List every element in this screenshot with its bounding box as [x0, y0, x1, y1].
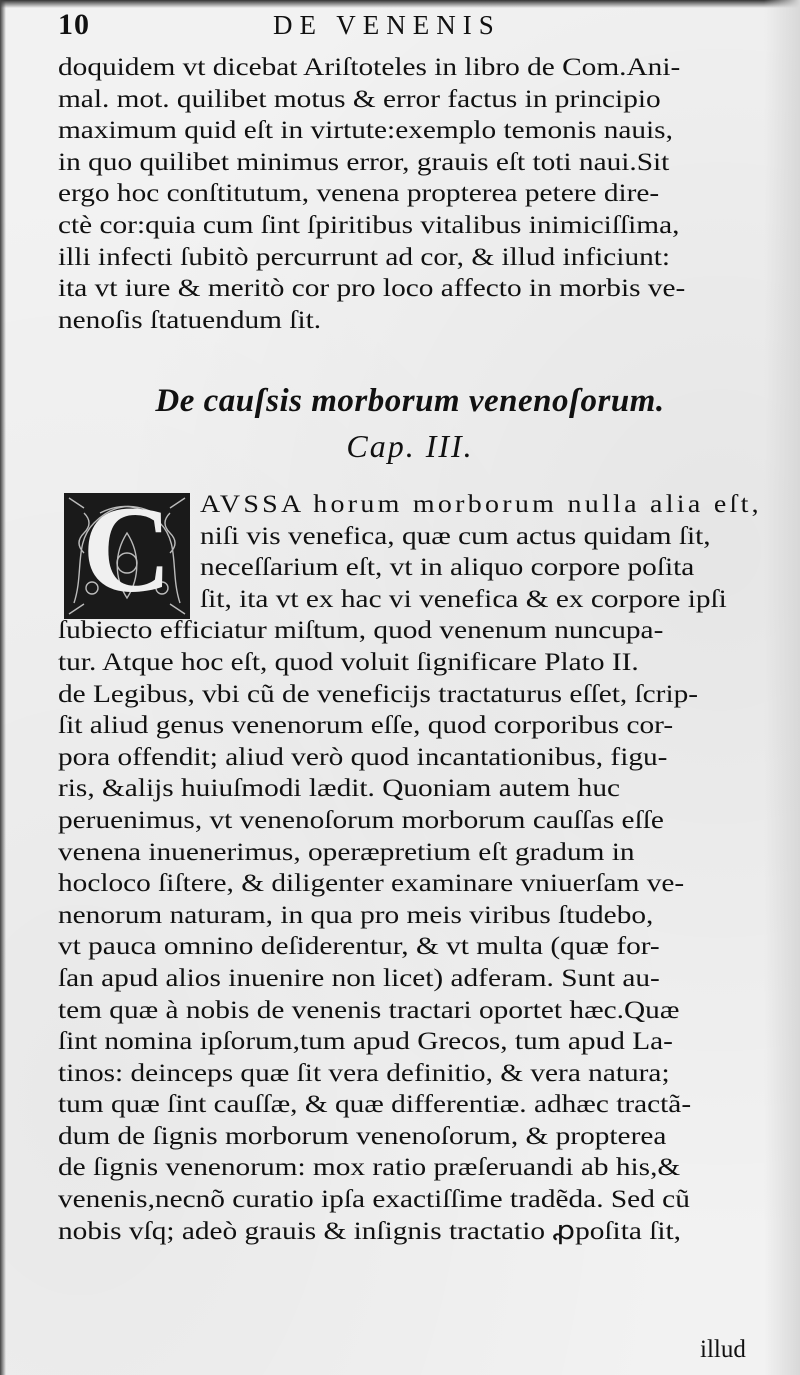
paragraph-continuation [58, 51, 762, 335]
text-line: nobis vſq; adeò grauis & inſignis tractatio ꝓpoſita ſit, [58, 1215, 681, 1245]
initial-letter: C [82, 493, 172, 618]
page-right-shadow [764, 0, 800, 1375]
text-line: doquidem vt dicebat Ariſtoteles in libro de Com.Ani- [58, 52, 681, 81]
text-line: nenorum naturam, in qua pro meis viribus ſtudebo, [58, 899, 654, 929]
chapter-paragraph [58, 488, 762, 1246]
text-line: venenis,necnõ curatio ipſa exactiſſime tradẽda. Sed cũ [58, 1184, 690, 1214]
text-line: nenoſis ſtatuendum ſit. [58, 304, 322, 334]
text-line: ergo hoc conſtitutum, venena propterea petere dire- [58, 178, 660, 208]
text-line: mal. mot. quilibet motus & error factus in principio [58, 83, 661, 113]
text-line: tem quæ à nobis de venenis tractari oportet hæc.Quæ [58, 994, 680, 1024]
chapter-title: De cauſsis morborum venenoſorum. [155, 383, 665, 419]
text-line: de ſignis venenorum: mox ratio præſeruandi ab his,& [58, 1152, 681, 1182]
running-head [58, 8, 758, 48]
page-left-shadow [0, 0, 6, 1375]
page-number: 10 [58, 8, 90, 41]
text-line: tum quæ ſint cauſſæ, & quæ differentiæ. adhæc tractã- [58, 1089, 692, 1119]
page-top-shadow [0, 0, 800, 8]
text-line: hocloco ſiſtere, & diligenter examinare vniuerſam ve- [58, 868, 685, 898]
chapter-number: Cap. III. [346, 428, 474, 464]
text-line: ita vt iure & meritò cor pro loco affecto in morbis ve- [58, 273, 686, 303]
text-line: vt pauca omnino deſiderentur, & vt multa (quæ for- [58, 931, 660, 961]
text-line: illi infecti ſubitò percurrunt ad cor, & illud inficiunt: [58, 241, 671, 271]
text-line: ris, &alijs huiuſmodi lædit. Quoniam autem huc [58, 773, 621, 803]
text-line: in quo quilibet minimus error, grauis eſt toti naui.Sit [58, 146, 670, 176]
catchword: illud [700, 1336, 746, 1363]
text-line: dum de ſignis morborum venenoſorum, & propterea [58, 1120, 667, 1150]
text-line: tinos: deinceps quæ ſit vera definitio, & vera natura; [58, 1057, 670, 1087]
text-line: ſit, ita vt ex hac vi venefica & ex corpore ipſi [200, 583, 727, 613]
text-line: ſint nomina ipſorum,tum apud Grecos, tum apud La- [58, 1026, 673, 1056]
text-line: ſubiecto efficiatur miſtum, quod venenum nuncupa- [58, 615, 664, 645]
text-line: ſan apud alios inuenire non licet) adferam. Sunt au- [58, 962, 660, 992]
text-line: AVSSA horum morborum nulla alia eſt, [200, 489, 762, 518]
text-line: neceſſarium eſt, vt in aliquo corpore poſita [200, 552, 695, 582]
text-line: maximum quid eſt in virtute:exemplo temonis nauis, [58, 115, 673, 145]
text-line: de Legibus, vbi cũ de veneficijs tractaturus eſſet, ſcrip- [58, 678, 699, 708]
text-line: tur. Atque hoc eſt, quod voluit ſignificare Plato II. [58, 646, 639, 676]
text-line: pora offendit; aliud verò quod incantationibus, figu- [58, 741, 668, 771]
text-line: venena inuenerimus, operæpretium eſt gradum in [58, 836, 635, 866]
text-line: peruenimus, vt venenoſorum morborum cauſſas eſſe [58, 804, 664, 834]
text-line: ctè cor:quia cum ſint ſpiritibus vitalibus inimiciſſima, [58, 209, 680, 239]
text-line: niſi vis venefica, quæ cum actus quidam ſit, [200, 520, 711, 550]
text-line: ſit aliud genus venenorum eſſe, quod corporibus cor- [58, 710, 674, 740]
running-title: DE VENENIS [273, 10, 501, 40]
